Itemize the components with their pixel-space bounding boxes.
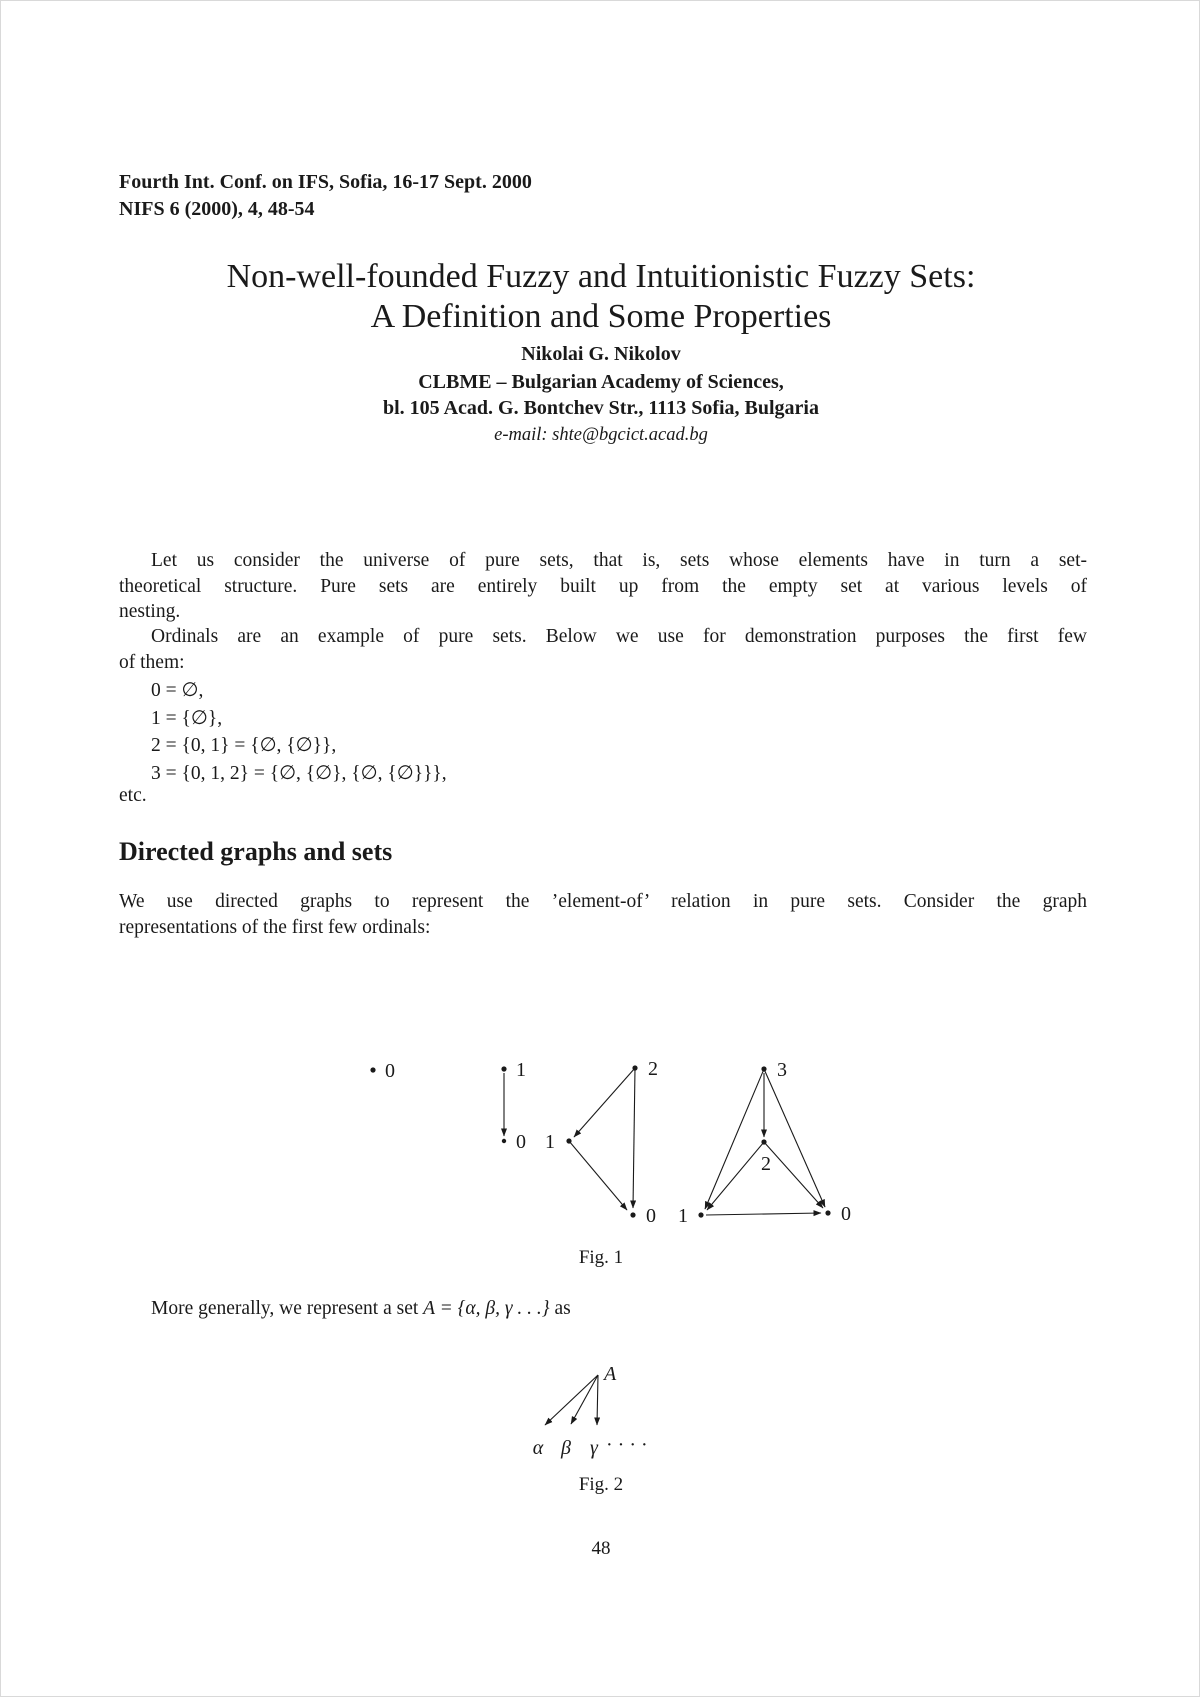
author-email: e-mail: shte@bgcict.acad.bg	[494, 425, 708, 445]
affiliation-line2: bl. 105 Acad. G. Bontchev Str., 1113 Sofia, Bulgaria	[383, 397, 819, 419]
intro-paragraph-2	[119, 624, 1087, 675]
journal-line: NIFS 6 (2000), 4, 48-54	[119, 198, 315, 220]
author-name: Nikolai G. Nikolov	[521, 343, 681, 365]
section-paragraph	[119, 889, 1087, 940]
edge-A-to-gamma	[597, 1375, 598, 1425]
conference-line: Fourth Int. Conf. on IFS, Sofia, 16-17 Sept. 2000	[119, 171, 532, 193]
paper-title	[1, 257, 1200, 337]
page-number: 48	[591, 1538, 611, 1559]
paragraph-line: of them:	[119, 651, 185, 673]
node-dot	[502, 1139, 506, 1143]
ordinal-definition: 3 = {0, 1, 2} = {∅, {∅}, {∅, {∅}}},	[151, 762, 447, 784]
node-label: 1	[545, 1131, 555, 1153]
node-label: 1	[678, 1205, 688, 1227]
edge-1-to-0	[706, 1213, 821, 1215]
graph-ordinal-3	[678, 1059, 851, 1227]
gamma-label: γ	[590, 1437, 598, 1459]
paragraph-line: nesting.	[119, 601, 181, 622]
node-dot	[630, 1212, 635, 1217]
node-label: 0	[646, 1205, 656, 1227]
more-generally-text: More generally, we represent a set	[151, 1298, 424, 1319]
node-dot	[370, 1067, 375, 1072]
fig1-caption: Fig. 1	[578, 1247, 624, 1268]
etc-text: etc.	[119, 785, 147, 806]
paper-title-line1: Non-well-founded Fuzzy and Intuitionistic Fuzzy Sets:	[226, 258, 976, 295]
node-label: 1	[516, 1059, 526, 1081]
fig2-caption: Fig. 2	[578, 1474, 624, 1495]
paragraph-line: Ordinals are an example of pure sets. Below we use for demonstration purposes the first few	[151, 626, 1087, 647]
conference-header	[119, 169, 532, 223]
paragraph-line: Let us consider the universe of pure sets, that is, sets whose elements have in turn a set-	[151, 550, 1087, 571]
more-generally-suffix: as	[549, 1298, 571, 1319]
node-label: 2	[761, 1153, 771, 1175]
edge-A-to-beta	[571, 1375, 598, 1424]
affiliation-line1: CLBME – Bulgarian Academy of Sciences,	[418, 371, 784, 393]
intro-paragraph-1	[119, 548, 1087, 625]
edge-2-to-1	[574, 1068, 635, 1137]
node-dot	[698, 1212, 703, 1217]
fig2-generic-set-diagram	[481, 1353, 721, 1473]
node-dot	[501, 1066, 506, 1071]
paper-title-line2: A Definition and Some Properties	[370, 298, 832, 335]
graph-ordinal-0	[370, 1060, 395, 1082]
paragraph-line: representations of the first few ordinals:	[119, 916, 431, 938]
graph-ordinal-1	[501, 1059, 526, 1153]
ordinal-definition: 1 = {∅},	[151, 707, 223, 729]
edge-2-to-0	[764, 1142, 823, 1208]
ordinal-definition: 0 = ∅,	[151, 680, 204, 701]
set-A-label: A	[604, 1363, 617, 1385]
node-label: 0	[516, 1131, 526, 1153]
node-label: 3	[777, 1059, 787, 1081]
edge-3-to-0	[764, 1069, 825, 1207]
edge-A-to-alpha	[545, 1375, 598, 1425]
paragraph-line: theoretical structure. Pure sets are entirely built up from the empty set at various levels of	[119, 575, 1087, 597]
ellipsis-dots: · · · ·	[606, 1434, 648, 1456]
edge-1-to-0	[569, 1141, 627, 1210]
graph-ordinal-2	[545, 1058, 658, 1227]
node-label: 2	[648, 1058, 658, 1080]
node-label: 0	[841, 1203, 851, 1225]
node-label: 0	[385, 1060, 395, 1082]
ordinal-definitions-list	[151, 677, 447, 787]
edge-2-to-0	[633, 1068, 635, 1208]
beta-label: β	[561, 1437, 571, 1459]
paragraph-line: We use directed graphs to represent the ’element-of’ relation in pure sets. Consider the graph	[119, 891, 1087, 912]
section-heading: Directed graphs and sets	[119, 837, 393, 866]
ordinal-definition: 2 = {0, 1} = {∅, {∅}},	[151, 735, 337, 756]
edge-3-to-1	[705, 1069, 764, 1209]
set-formula: A = {α, β, γ . . .}	[423, 1298, 550, 1319]
more-generally-line	[119, 1298, 1087, 1320]
fig1-ordinal-graphs-diagram	[321, 1041, 901, 1241]
edge-2-to-1	[707, 1142, 764, 1210]
alpha-label: α	[532, 1437, 544, 1459]
node-dot	[825, 1210, 830, 1215]
